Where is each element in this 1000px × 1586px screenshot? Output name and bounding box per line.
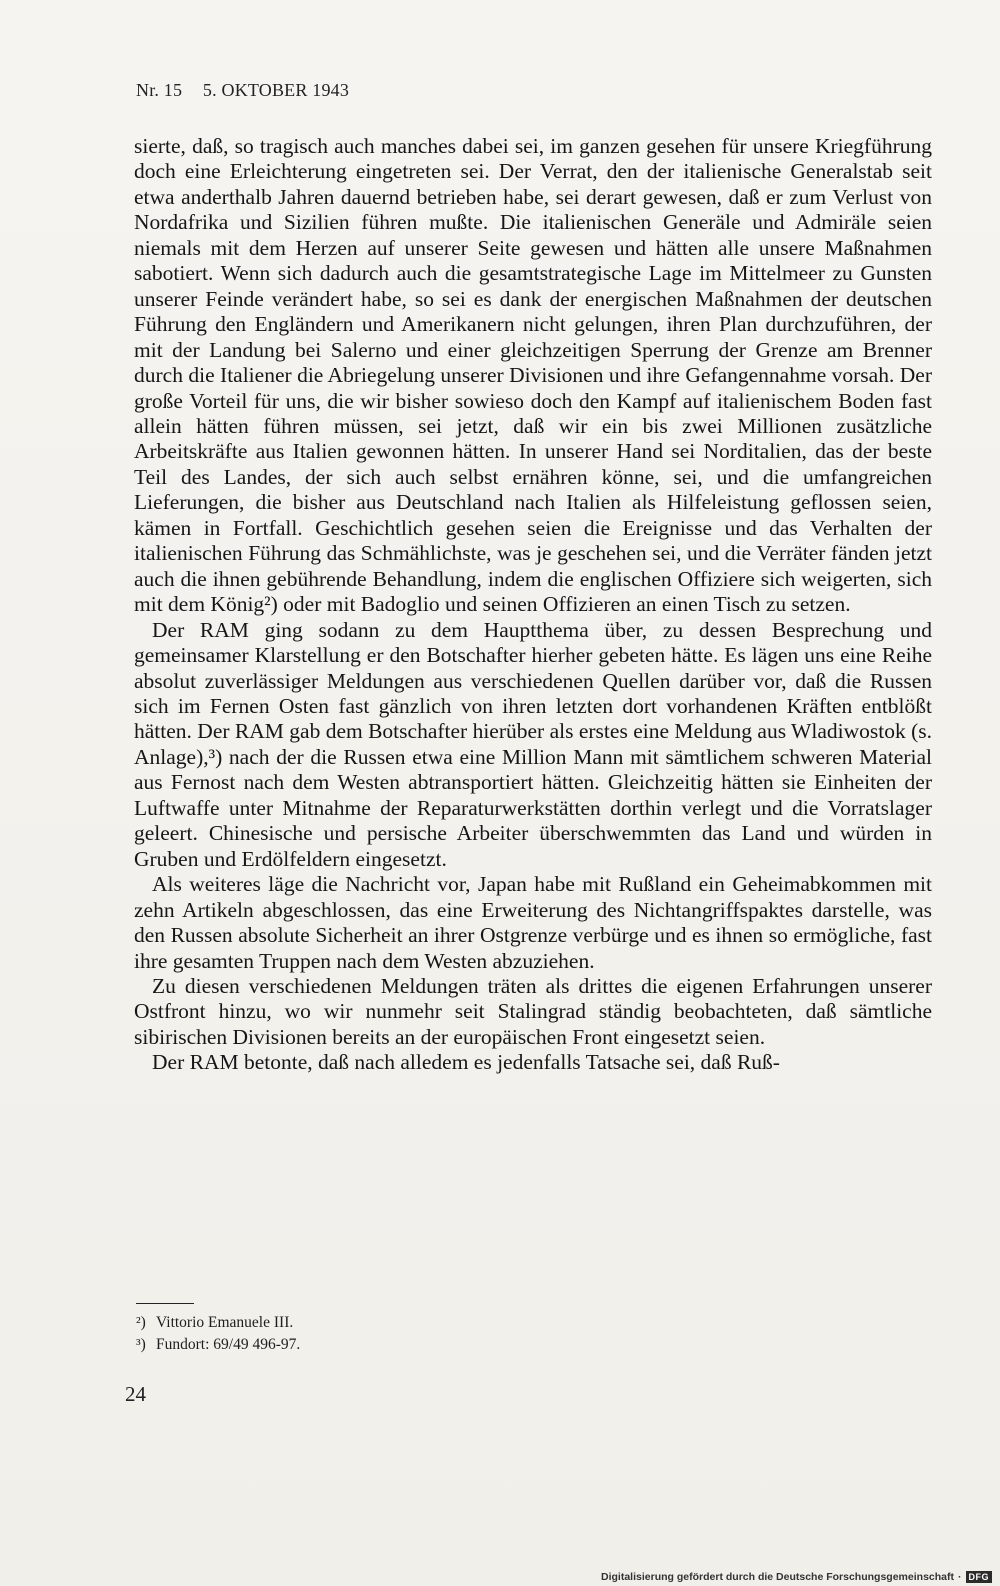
footnote-number: ³) (136, 1336, 146, 1353)
footnote-text: Vittorio Emanuele III. (156, 1314, 294, 1331)
issue-date: 5. OKTOBER 1943 (202, 80, 350, 100)
running-head (136, 80, 349, 101)
footnote (136, 1334, 300, 1356)
paragraph: sierte, daß, so tragisch auch manches dabei sei, im ganzen gesehen für unsere Kriegführung doch eine Erleichterung eingetreten sei. Der Verrat, den der italienische Generalstab seit etwa anderthalb Jahren dauernd betrieben habe, sei derart gewesen, daß er zum Verlust von Nordafrika und Sizilien führen mußte. Die italienischen Generäle und Admiräle seien niemals mit dem Herzen auf unserer Seite gewesen und hätten alle unsere Maßnahmen sabotiert. Wenn sich dadurch auch die gesamtstrategische Lage im Mittelmeer zu Gunsten unserer Feinde verändert habe, so sei es dank der energischen Maßnahmen der deutschen Führung den Engländern und Amerikanern nicht gelungen, ihren Plan durchzuführen, der mit der Landung bei Salerno und einer gleichzeitigen Sperrung der Grenze am Brenner durch die Italiener die Abriegelung unserer Divisionen und ihre Gefangennahme vorsah. Der große Vorteil für uns, die wir bisher sowieso doch den Kampf auf italienischem Boden fast allein hätten führen müssen, sei jetzt, daß wir ein bis zwei Millionen zusätzliche Arbeitskräfte aus Italien gewonnen hätten. In unserer Hand sei Norditalien, das der beste Teil des Landes, der sich auch selbst ernähren könne, sei, und die umfangreichen Lieferungen, die bisher aus Deutschland nach Italien als Hilfeleistung geflossen seien, kämen in Fortfall. Geschichtlich gesehen seien die Ereignisse und das Verhalten der italienischen Führung das Schmählichste, was je geschehen sei, und die Verräter fänden jetzt auch die ihnen gebührende Behandlung, indem die englischen Offiziere sich weigerten, sich mit dem König²) oder mit Badoglio und seinen Offizieren an einen Tisch zu setzen. (134, 134, 932, 617)
footnote-text: Fundort: 69/49 496-97. (156, 1336, 301, 1353)
dfg-logo-icon: DFG (966, 1571, 993, 1583)
paragraph: Als weiteres läge die Nachricht vor, Japan habe mit Rußland ein Geheimabkommen mit zehn Artikeln abgeschlossen, das eine Erweiterung des Nichtangriffspaktes darstelle, was den Russen absolute Sicherheit an ihrer Ostgrenze verbürge und es ihnen so ermögliche, fast ihre gesamten Truppen nach dem Westen abzuziehen. (134, 872, 932, 973)
banner-separator: · (958, 1571, 962, 1583)
digitization-banner (601, 1571, 992, 1583)
footnote (136, 1312, 300, 1334)
footnotes (136, 1312, 300, 1356)
paragraph: Der RAM ging sodann zu dem Hauptthema über, zu dessen Besprechung und gemeinsamer Klarstellung er den Botschafter hierher gebeten hätte. Es lägen uns eine Reihe absolut zuverlässiger Meldungen aus verschiedenen Quellen darüber vor, daß die Russen sich im Fernen Osten fast gänzlich von ihren letzten dort vorhandenen Kräften entblößt hätten. Der RAM gab dem Botschafter hierüber als erstes eine Meldung aus Wladiwostok (s. Anlage),³) nach der die Russen etwa eine Million Mann mit sämtlichem schweren Material aus Fernost nach dem Westen abtransportiert hätten. Gleichzeitig hätten sie Einheiten der Luftwaffe unter Mitnahme der Reparaturwerkstätten dorthin verlegt und die Vorratslager geleert. Chinesische und persische Arbeiter überschwemmten das Land und würden in Gruben und Erdölfeldern eingesetzt. (134, 617, 932, 871)
paragraph: Der RAM betonte, daß nach alledem es jedenfalls Tatsache sei, daß Ruß- (152, 1050, 780, 1075)
banner-text: Digitalisierung gefördert durch die Deutsche Forschungsgemeinschaft (601, 1571, 954, 1583)
footnote-number: ²) (136, 1314, 146, 1331)
issue-number: Nr. 15 (136, 80, 183, 100)
paragraph: Zu diesen verschiedenen Meldungen träten als drittes die eigenen Erfahrungen unserer Ostfront hinzu, wo wir nunmehr seit Stalingrad ständig beobachteten, daß sämtliche sibirischen Divisionen bereits an der europäischen Front eingesetzt seien. (134, 973, 932, 1049)
page-number: 24 (125, 1382, 146, 1406)
footnote-rule (136, 1303, 194, 1304)
body-text (134, 134, 932, 1076)
